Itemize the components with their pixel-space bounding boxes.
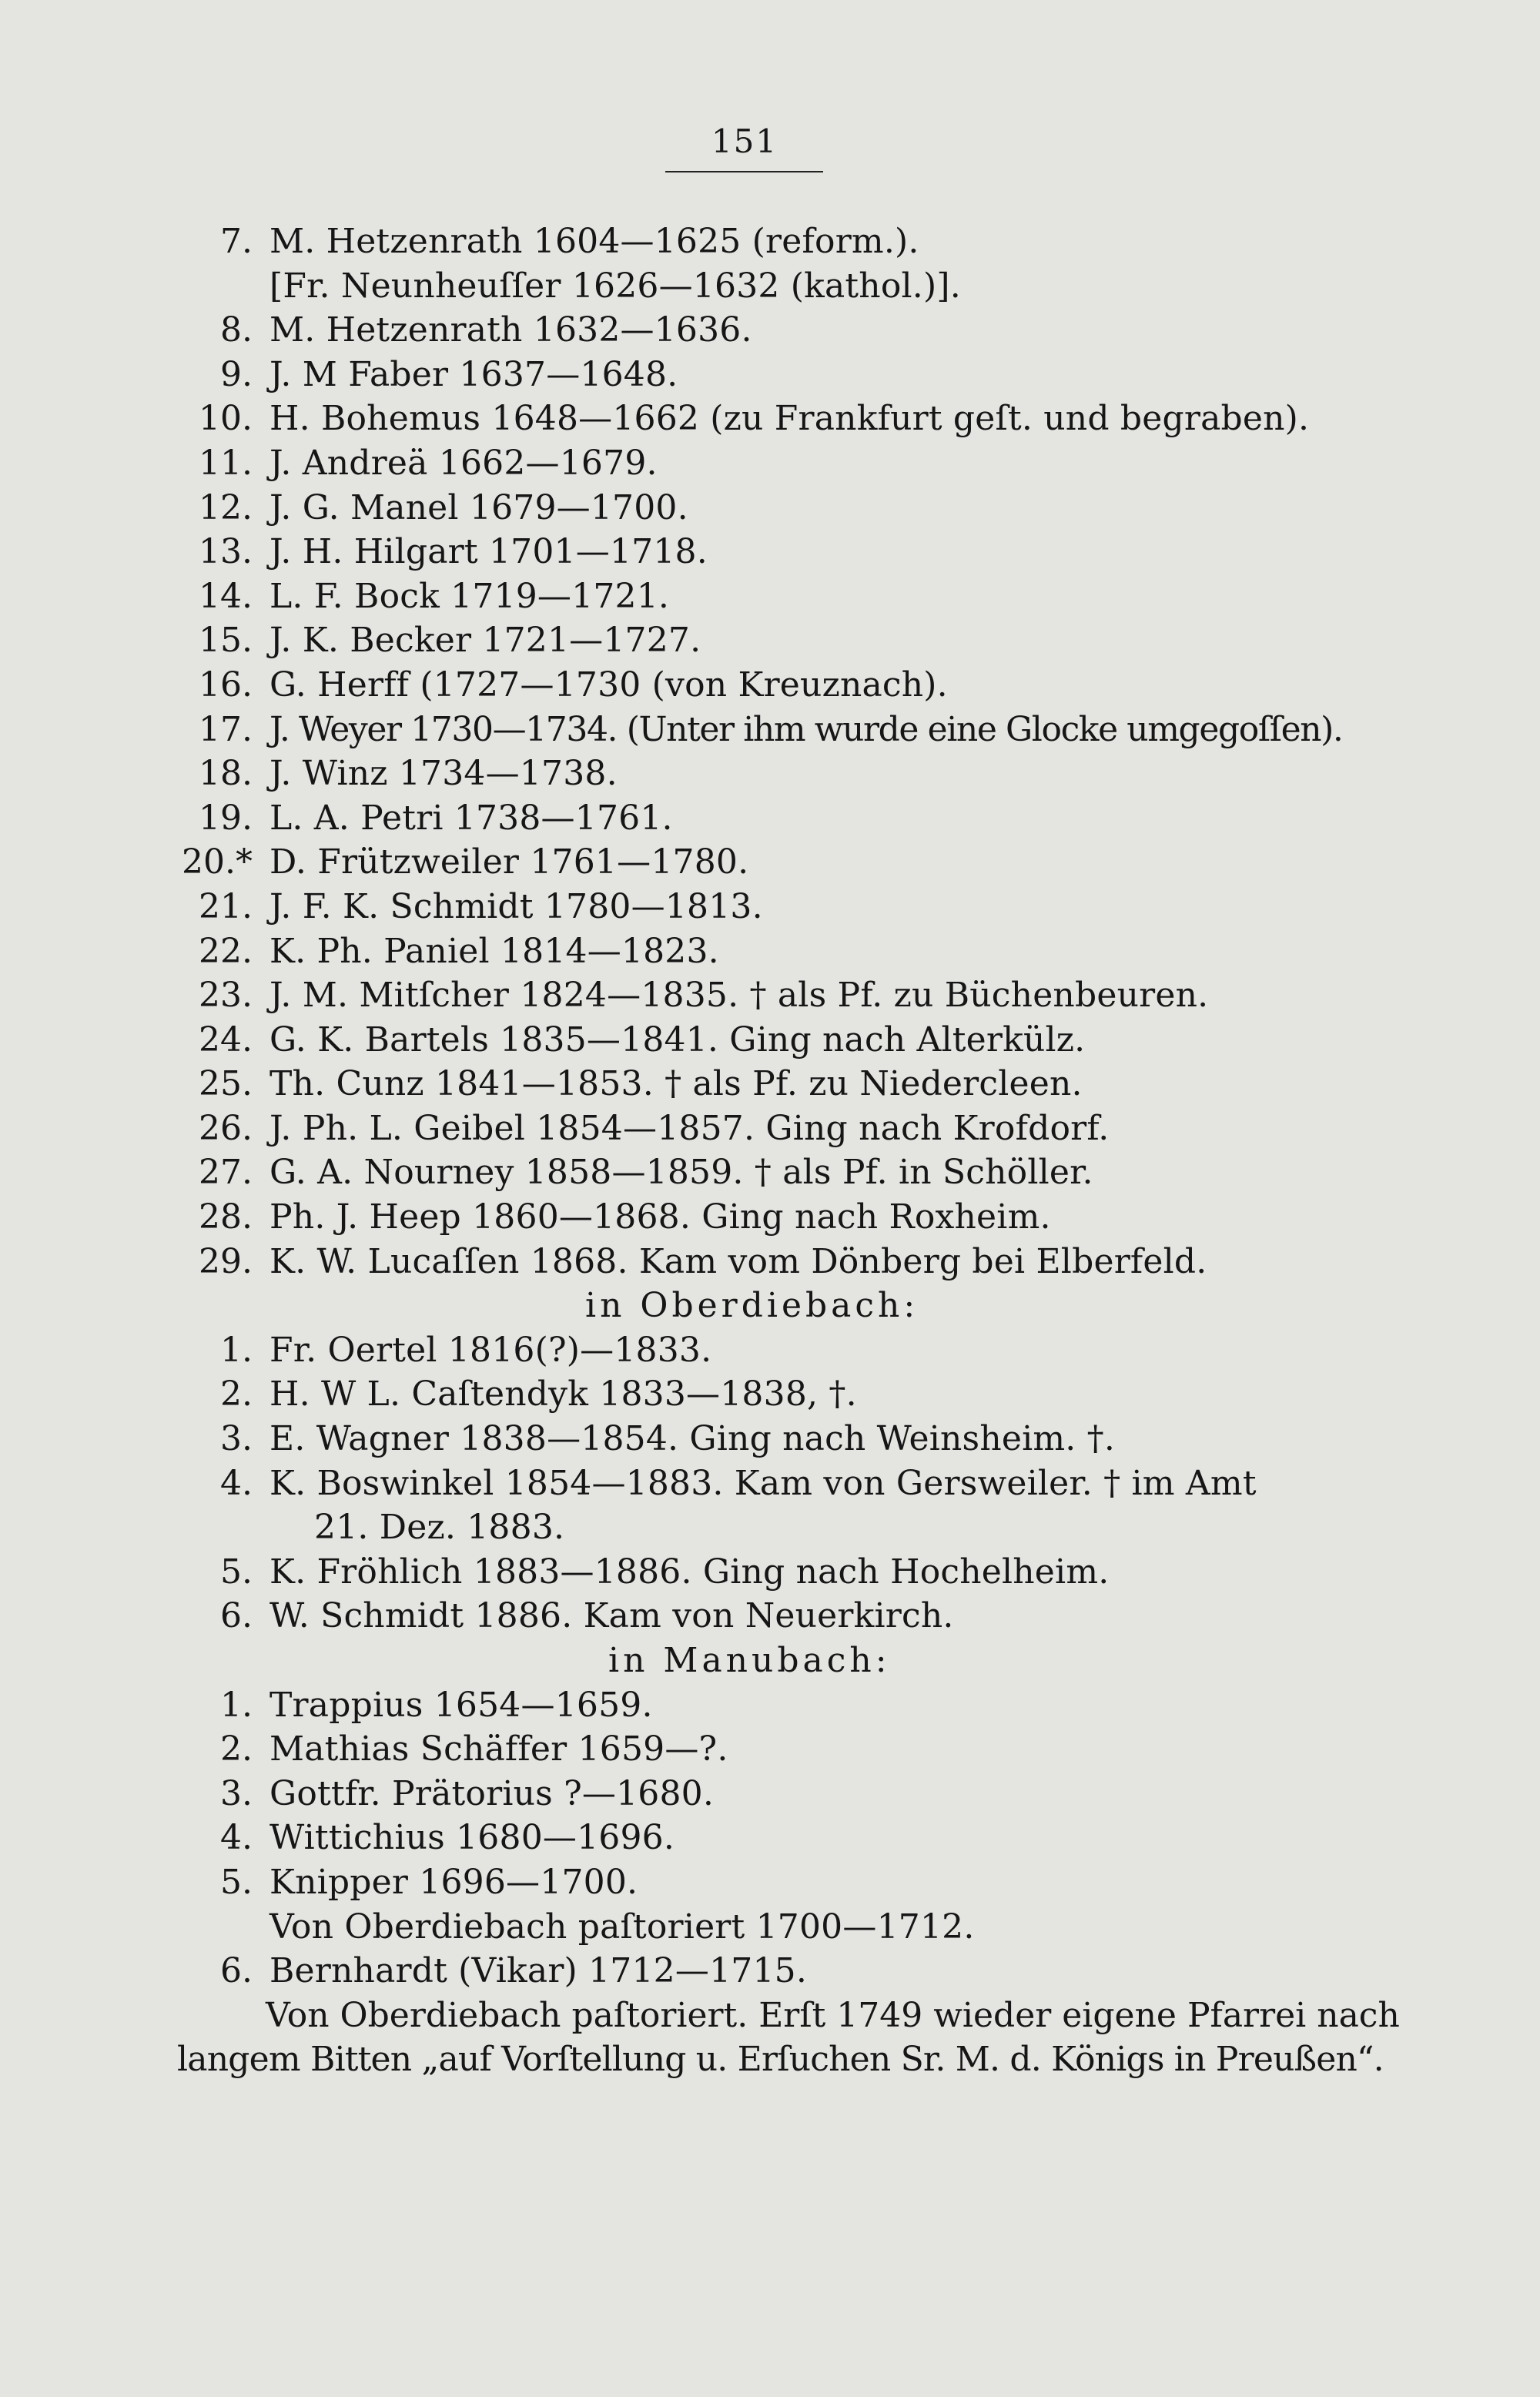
item-number: 2. bbox=[220, 1729, 253, 1769]
item-number: 27. bbox=[199, 1153, 253, 1193]
item-text: J. Winz 1734—1738. bbox=[270, 754, 618, 794]
item-number: 5. bbox=[220, 1552, 253, 1592]
item-text: M. Hetzenrath 1632—1636. bbox=[270, 310, 752, 350]
item-text: G. A. Nourney 1858—1859. † als Pf. in Schöller. bbox=[270, 1153, 1093, 1193]
item-number: 22. bbox=[199, 931, 253, 971]
item-number: 1. bbox=[220, 1330, 253, 1370]
section-heading-oberdiebach: in Oberdiebach: bbox=[585, 1286, 919, 1326]
item-text: Mathias Schäffer 1659—?. bbox=[270, 1729, 728, 1769]
item-text: Gottfr. Prätorius ?—1680. bbox=[270, 1773, 715, 1813]
item-number: 24. bbox=[199, 1019, 253, 1060]
item-text: Von Oberdiebach paſtoriert 1700—1712. bbox=[270, 1907, 975, 1947]
list-item bbox=[177, 1727, 1348, 1772]
item-number: 14. bbox=[199, 576, 253, 616]
list-item bbox=[177, 840, 1348, 885]
item-number: 18. bbox=[199, 754, 253, 794]
item-text: K. W. Lucaſſen 1868. Kam vom Dönberg bei Elberfeld. bbox=[270, 1241, 1207, 1281]
list-item bbox=[177, 308, 1348, 353]
item-number: 3. bbox=[220, 1419, 253, 1459]
list-item bbox=[177, 1240, 1348, 1284]
item-text: 21. Dez. 1883. bbox=[314, 1508, 565, 1548]
item-number: 6. bbox=[220, 1951, 253, 1991]
list-item bbox=[177, 353, 1348, 397]
list-item bbox=[177, 486, 1348, 531]
item-number: 1. bbox=[220, 1685, 253, 1725]
list-item bbox=[177, 397, 1348, 441]
list-item bbox=[177, 1328, 1348, 1373]
item-text: W. Schmidt 1886. Kam von Neuerkirch. bbox=[270, 1596, 954, 1636]
closing-line-1: Von Oberdiebach paſtoriert. Erſt 1749 wieder eigene Pfarrei nach bbox=[266, 1995, 1400, 2035]
list-item bbox=[177, 1150, 1348, 1195]
page-number-rule bbox=[665, 171, 823, 172]
closing-line-2: langem Bitten „auf Vorſtellung u. Erſuchen Sr. M. d. Königs in Preußen“. bbox=[177, 2040, 1384, 2080]
item-text: K. Fröhlich 1883—1886. Ging nach Hochelheim. bbox=[270, 1552, 1110, 1592]
item-text: J. M Faber 1637—1648. bbox=[270, 354, 678, 394]
item-text: E. Wagner 1838—1854. Ging nach Weinsheim. †. bbox=[270, 1419, 1116, 1459]
item-number: 19. bbox=[199, 798, 253, 838]
item-text: [Fr. Neunheuſſer 1626—1632 (kathol.)]. bbox=[270, 266, 961, 306]
item-text: J. F. K. Schmidt 1780—1813. bbox=[270, 886, 763, 926]
page-number: 151 bbox=[711, 122, 778, 160]
item-number: 9. bbox=[220, 354, 253, 394]
item-number: 13. bbox=[199, 532, 253, 572]
item-number: 17. bbox=[199, 709, 253, 749]
item-number: 3. bbox=[220, 1773, 253, 1813]
item-text: J. Andreä 1662—1679. bbox=[270, 443, 658, 483]
list-item bbox=[177, 441, 1348, 486]
item-number: 2. bbox=[220, 1374, 253, 1414]
item-text: G. K. Bartels 1835—1841. Ging nach Alterkülz. bbox=[270, 1019, 1086, 1060]
item-text: Fr. Oertel 1816(?)—1833. bbox=[270, 1330, 712, 1370]
item-number: 23. bbox=[199, 976, 253, 1016]
list-item bbox=[177, 973, 1348, 1018]
item-text: K. Ph. Paniel 1814—1823. bbox=[270, 931, 719, 971]
item-number: 26. bbox=[199, 1108, 253, 1148]
item-text: J. H. Hilgart 1701—1718. bbox=[270, 532, 708, 572]
list-item bbox=[177, 929, 1348, 974]
list-item bbox=[177, 1461, 1348, 1506]
item-text: J. K. Becker 1721—1727. bbox=[270, 621, 701, 661]
item-text: J. Weyer 1730—1734. (Unter ihm wurde eine Glocke umgegoſſen). bbox=[270, 709, 1343, 749]
item-text: L. F. Bock 1719—1721. bbox=[270, 576, 670, 616]
list-item-continuation bbox=[177, 1505, 1348, 1550]
item-text: K. Boswinkel 1854—1883. Kam von Gersweiler. † im Amt bbox=[270, 1463, 1257, 1503]
list-item bbox=[177, 1195, 1348, 1240]
item-text: H. W L. Caſtendyk 1833—1838, †. bbox=[270, 1374, 857, 1414]
list-item bbox=[177, 885, 1348, 929]
list-item bbox=[177, 1106, 1348, 1151]
item-number: 12. bbox=[199, 487, 253, 527]
item-text: Bernhardt (Vikar) 1712—1715. bbox=[270, 1951, 808, 1991]
item-text: G. Herff (1727—1730 (von Kreuznach). bbox=[270, 665, 948, 705]
item-text: Ph. J. Heep 1860—1868. Ging nach Roxheim. bbox=[270, 1197, 1051, 1237]
item-number: 10. bbox=[199, 399, 253, 439]
list-item bbox=[177, 663, 1348, 708]
list-item bbox=[177, 752, 1348, 796]
item-text: L. A. Petri 1738—1761. bbox=[270, 798, 673, 838]
item-text: Knipper 1696—1700. bbox=[270, 1862, 638, 1902]
item-number: 5. bbox=[220, 1862, 253, 1902]
item-text: M. Hetzenrath 1604—1625 (reform.). bbox=[270, 222, 919, 261]
list-item bbox=[177, 1550, 1348, 1595]
item-text: D. Frützweiler 1761—1780. bbox=[270, 842, 749, 882]
item-text: J. M. Mitſcher 1824—1835. † als Pf. zu Büchenbeuren. bbox=[270, 976, 1209, 1016]
item-number: 28. bbox=[199, 1197, 253, 1237]
list-item bbox=[177, 1949, 1348, 1994]
list-item bbox=[177, 796, 1348, 841]
list-item bbox=[177, 530, 1348, 574]
list-item bbox=[177, 574, 1348, 619]
item-text: J. G. Manel 1679—1700. bbox=[270, 487, 688, 527]
list-item bbox=[177, 1594, 1348, 1639]
item-number: 8. bbox=[220, 310, 253, 350]
list-item bbox=[177, 618, 1348, 663]
list-item-note bbox=[177, 1905, 1348, 1950]
item-number: 4. bbox=[220, 1463, 253, 1503]
item-number: 6. bbox=[220, 1596, 253, 1636]
list-item bbox=[177, 708, 1348, 752]
item-number: 21. bbox=[199, 886, 253, 926]
list-item bbox=[177, 1018, 1348, 1063]
item-text: H. Bohemus 1648—1662 (zu Frankfurt geſt. und begraben). bbox=[270, 399, 1310, 439]
item-text: Wittichius 1680—1696. bbox=[270, 1818, 675, 1858]
item-text: J. Ph. L. Geibel 1854—1857. Ging nach Krofdorf. bbox=[270, 1108, 1110, 1148]
list-item bbox=[177, 1860, 1348, 1905]
item-number: 4. bbox=[220, 1818, 253, 1858]
item-number: 20.* bbox=[182, 842, 253, 882]
list-item bbox=[177, 219, 1348, 264]
list-item bbox=[177, 1372, 1348, 1417]
pastor-list bbox=[177, 219, 1400, 2082]
item-text: Th. Cunz 1841—1853. † als Pf. zu Niedercleen. bbox=[270, 1064, 1083, 1104]
item-number: 25. bbox=[199, 1064, 253, 1104]
section-heading-manubach: in Manubach: bbox=[608, 1641, 891, 1680]
list-item bbox=[177, 1062, 1348, 1106]
item-number: 16. bbox=[199, 665, 253, 705]
item-number: 29. bbox=[199, 1241, 253, 1281]
list-item bbox=[177, 1772, 1348, 1816]
item-number: 11. bbox=[199, 443, 253, 483]
list-item bbox=[177, 1417, 1348, 1461]
item-number: 7. bbox=[220, 222, 253, 261]
list-item bbox=[177, 264, 1348, 309]
list-item bbox=[177, 1683, 1348, 1728]
item-text: Trappius 1654—1659. bbox=[270, 1685, 653, 1725]
list-item bbox=[177, 1816, 1348, 1860]
item-number: 15. bbox=[199, 621, 253, 661]
